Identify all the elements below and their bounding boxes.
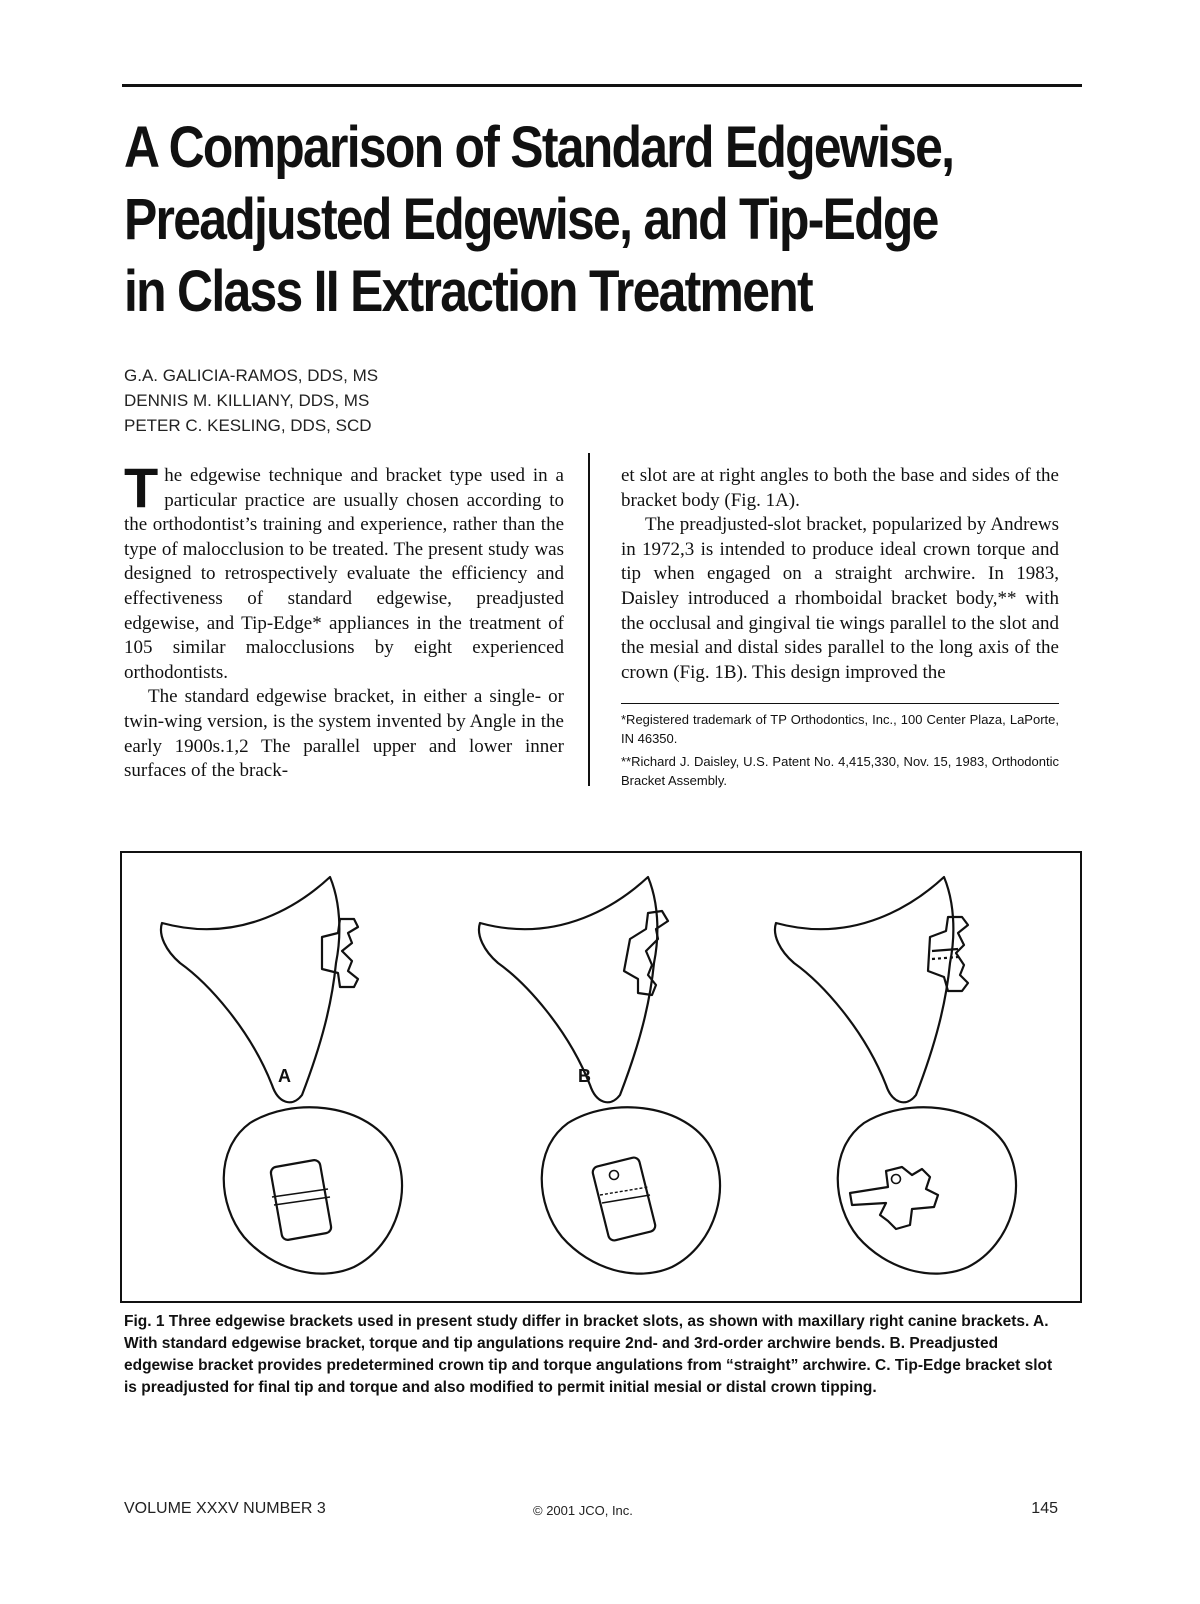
author-2: DENNIS M. KILLIANY, DDS, MS (124, 391, 370, 410)
tooth-b-crown (479, 877, 657, 1102)
title-line-3: in Class II Extraction Treatment (124, 259, 812, 324)
tooth-c-crown (775, 877, 953, 1102)
figure-1 (120, 851, 1082, 1303)
footnote-rule (621, 703, 1059, 704)
occlusal-bracket-c (850, 1167, 938, 1229)
footer-volume: VOLUME XXXV NUMBER 3 (124, 1500, 326, 1517)
figure-label-a: A (278, 1066, 291, 1086)
dropcap: T (124, 456, 159, 519)
footer-copyright: © 2001 JCO, Inc. (533, 1503, 633, 1518)
figure-illustration (122, 853, 1084, 1305)
column-divider (588, 453, 590, 786)
body-paragraph-1-text: he edgewise technique and bracket type used in a particular practice are usually chosen according to the orthodontist’s training and experience, rather than the type of malocclusion to be treated. The present study was designed to retrospectively evaluate the efficiency and effectiveness of standard edgewise, preadjusted edgewise, and Tip-Edge* appliances in the treatment of 105 similar malocclusions by eight experienced orthodontists. (124, 465, 564, 683)
body-paragraph-2: The standard edgewise bracket, in either a single- or twin-wing version, is the system invented by Angle in the early 1900s.1,2 The parallel upper and lower inner surfaces of the brack- (124, 686, 564, 782)
title-line-1: A Comparison of Standard Edgewise, (124, 115, 954, 180)
body-paragraph-1 (124, 456, 564, 685)
figure-caption: Fig. 1 Three edgewise brackets used in present study differ in bracket slots, as shown with maxillary right canine brackets. A. With standard edgewise bracket, torque and tip angulations require 2nd- and 3rd-order archwire bends. B. Preadjusted edgewise bracket provides predetermined crown tip and torque angulations from “straight” archwire. C. Tip-Edge bracket slot is preadjusted for final tip and torque and also modified to permit initial mesial or distal crown tipping. (124, 1313, 1053, 1396)
page-number: 145 (1031, 1500, 1058, 1517)
figure-label-b: B (578, 1066, 591, 1086)
footnotes (621, 710, 1059, 794)
top-rule (122, 84, 1082, 87)
tooth-a-crown (161, 877, 339, 1102)
bracket-b (624, 911, 668, 995)
body-column-right (621, 464, 1059, 685)
author-list (124, 363, 378, 438)
body-column-left (124, 456, 564, 784)
occlusal-bracket-a (270, 1159, 332, 1241)
author-3: PETER C. KESLING, DDS, SCD (124, 416, 372, 435)
footnote-1: *Registered trademark of TP Orthodontics, Inc., 100 Center Plaza, LaPorte, IN 46350. (621, 712, 1059, 746)
author-1: G.A. GALICIA-RAMOS, DDS, MS (124, 366, 379, 385)
article-title (124, 112, 954, 328)
footnote-2: **Richard J. Daisley, U.S. Patent No. 4,415,330, Nov. 15, 1983, Orthodontic Bracket Assembly. (621, 754, 1059, 788)
body-paragraph-3: et slot are at right angles to both the base and sides of the bracket body (Fig. 1A). (621, 465, 1059, 511)
body-paragraph-4: The preadjusted-slot bracket, popularized by Andrews in 1972,3 is intended to produce ideal crown torque and tip when engaged on a straight archwire. In 1983, Daisley introduced a rhomboidal bracket body,** with the occlusal and gingival tie wings parallel to the slot and the mesial and distal sides parallel to the long axis of the crown (Fig. 1B). This design improved the (621, 514, 1059, 683)
title-line-2: Preadjusted Edgewise, and Tip-Edge (124, 187, 938, 252)
